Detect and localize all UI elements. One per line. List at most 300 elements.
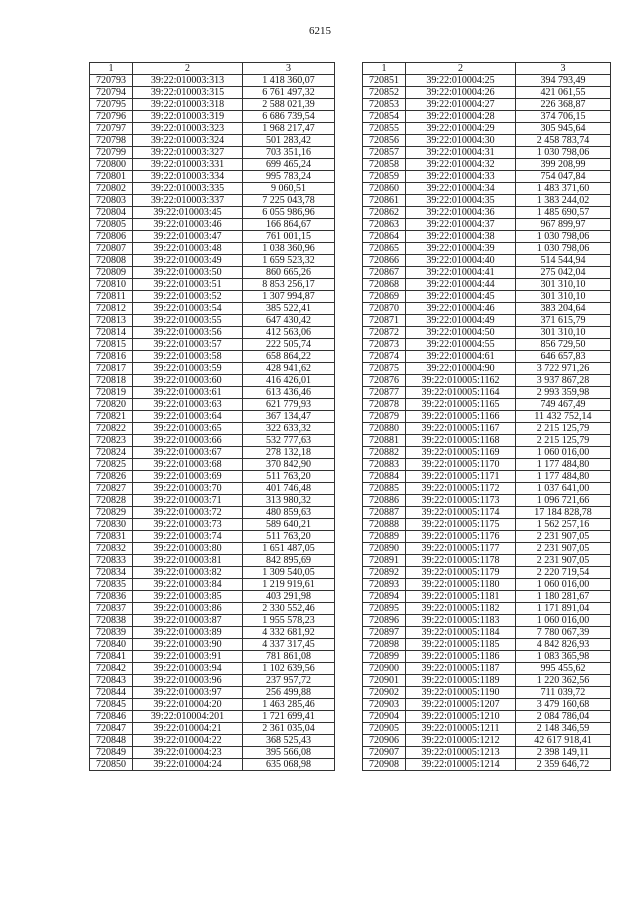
value-cell: 3 937 867,28 xyxy=(516,375,611,387)
value-cell: 8 853 256,17 xyxy=(243,279,335,291)
value-cell: 2 215 125,79 xyxy=(516,423,611,435)
row-number-cell: 720885 xyxy=(363,483,406,495)
row-number-cell: 720799 xyxy=(90,147,133,159)
table-row xyxy=(363,519,611,531)
row-number-cell: 720830 xyxy=(90,519,133,531)
value-cell: 842 895,69 xyxy=(243,555,335,567)
row-number-cell: 720815 xyxy=(90,339,133,351)
value-cell: 480 859,63 xyxy=(243,507,335,519)
value-cell: 367 134,47 xyxy=(243,411,335,423)
row-number-cell: 720901 xyxy=(363,675,406,687)
cadastral-number-cell: 39:22:010003:94 xyxy=(133,663,243,675)
row-number-cell: 720872 xyxy=(363,327,406,339)
cadastral-number-cell: 39:22:010005:1170 xyxy=(406,459,516,471)
table-row xyxy=(90,735,335,747)
table-row xyxy=(363,75,611,87)
cadastral-number-cell: 39:22:010003:52 xyxy=(133,291,243,303)
cadastral-number-cell: 39:22:010005:1213 xyxy=(406,747,516,759)
cadastral-number-cell: 39:22:010005:1184 xyxy=(406,627,516,639)
cadastral-number-cell: 39:22:010005:1211 xyxy=(406,723,516,735)
value-cell: 1 220 362,56 xyxy=(516,675,611,687)
row-number-cell: 720888 xyxy=(363,519,406,531)
cadastral-number-cell: 39:22:010003:50 xyxy=(133,267,243,279)
value-cell: 1 562 257,16 xyxy=(516,519,611,531)
cadastral-number-cell: 39:22:010004:49 xyxy=(406,315,516,327)
cadastral-number-cell: 39:22:010005:1179 xyxy=(406,567,516,579)
row-number-cell: 720864 xyxy=(363,231,406,243)
row-number-cell: 720850 xyxy=(90,759,133,771)
table-row xyxy=(90,339,335,351)
cadastral-number-cell: 39:22:010004:55 xyxy=(406,339,516,351)
table-row xyxy=(90,87,335,99)
header-cell: 3 xyxy=(516,63,611,75)
cadastral-number-cell: 39:22:010005:1164 xyxy=(406,387,516,399)
row-number-cell: 720843 xyxy=(90,675,133,687)
value-cell: 1 651 487,05 xyxy=(243,543,335,555)
table-row xyxy=(90,711,335,723)
row-number-cell: 720811 xyxy=(90,291,133,303)
cadastral-number-cell: 39:22:010003:58 xyxy=(133,351,243,363)
value-cell: 226 368,87 xyxy=(516,99,611,111)
row-number-cell: 720895 xyxy=(363,603,406,615)
value-cell: 395 566,08 xyxy=(243,747,335,759)
value-cell: 1 219 919,61 xyxy=(243,579,335,591)
value-cell: 2 993 359,98 xyxy=(516,387,611,399)
cadastral-number-cell: 39:22:010003:315 xyxy=(133,87,243,99)
cadastral-number-cell: 39:22:010005:1207 xyxy=(406,699,516,711)
value-cell: 6 686 739,54 xyxy=(243,111,335,123)
table-row xyxy=(363,675,611,687)
value-cell: 7 780 067,39 xyxy=(516,627,611,639)
value-cell: 1 030 798,06 xyxy=(516,231,611,243)
cadastral-number-cell: 39:22:010003:90 xyxy=(133,639,243,651)
value-cell: 1 171 891,04 xyxy=(516,603,611,615)
row-number-cell: 720818 xyxy=(90,375,133,387)
value-cell: 301 310,10 xyxy=(516,279,611,291)
cadastral-number-cell: 39:22:010003:54 xyxy=(133,303,243,315)
table-row xyxy=(90,375,335,387)
table-row xyxy=(363,759,611,771)
cadastral-number-cell: 39:22:010003:91 xyxy=(133,651,243,663)
row-number-cell: 720831 xyxy=(90,531,133,543)
row-number-cell: 720886 xyxy=(363,495,406,507)
cadastral-number-cell: 39:22:010003:81 xyxy=(133,555,243,567)
value-cell: 754 047,84 xyxy=(516,171,611,183)
cadastral-number-cell: 39:22:010003:80 xyxy=(133,543,243,555)
value-cell: 383 204,64 xyxy=(516,303,611,315)
cadastral-number-cell: 39:22:010003:73 xyxy=(133,519,243,531)
value-cell: 711 039,72 xyxy=(516,687,611,699)
table-row xyxy=(90,363,335,375)
header-cell: 2 xyxy=(406,63,516,75)
table-row xyxy=(363,747,611,759)
table-row xyxy=(363,303,611,315)
table-header-row xyxy=(90,63,335,75)
row-number-cell: 720822 xyxy=(90,423,133,435)
cadastral-number-cell: 39:22:010004:31 xyxy=(406,147,516,159)
table-row xyxy=(90,291,335,303)
row-number-cell: 720838 xyxy=(90,615,133,627)
value-cell: 374 706,15 xyxy=(516,111,611,123)
table-row xyxy=(363,615,611,627)
value-cell: 313 980,32 xyxy=(243,495,335,507)
cadastral-number-cell: 39:22:010005:1162 xyxy=(406,375,516,387)
cadastral-number-cell: 39:22:010004:50 xyxy=(406,327,516,339)
row-number-cell: 720842 xyxy=(90,663,133,675)
cadastral-number-cell: 39:22:010005:1174 xyxy=(406,507,516,519)
cadastral-number-cell: 39:22:010005:1186 xyxy=(406,651,516,663)
value-cell: 781 861,08 xyxy=(243,651,335,663)
cadastral-number-cell: 39:22:010004:24 xyxy=(133,759,243,771)
cadastral-number-cell: 39:22:010005:1212 xyxy=(406,735,516,747)
table-row xyxy=(90,111,335,123)
table-row xyxy=(363,507,611,519)
cadastral-number-cell: 39:22:010004:41 xyxy=(406,267,516,279)
table-row xyxy=(363,123,611,135)
cadastral-number-cell: 39:22:010004:28 xyxy=(406,111,516,123)
cadastral-number-cell: 39:22:010003:67 xyxy=(133,447,243,459)
table-row xyxy=(363,447,611,459)
cadastral-number-cell: 39:22:010005:1187 xyxy=(406,663,516,675)
value-cell: 1 309 540,05 xyxy=(243,567,335,579)
row-number-cell: 720907 xyxy=(363,747,406,759)
cadastral-number-cell: 39:22:010004:32 xyxy=(406,159,516,171)
cadastral-number-cell: 39:22:010003:86 xyxy=(133,603,243,615)
table-row xyxy=(90,123,335,135)
cadastral-number-cell: 39:22:010004:25 xyxy=(406,75,516,87)
table-row xyxy=(363,411,611,423)
cadastral-number-cell: 39:22:010005:1169 xyxy=(406,447,516,459)
table-row xyxy=(90,231,335,243)
value-cell: 532 777,63 xyxy=(243,435,335,447)
row-number-cell: 720841 xyxy=(90,651,133,663)
cadastral-number-cell: 39:22:010004:27 xyxy=(406,99,516,111)
table-row xyxy=(363,183,611,195)
cadastral-number-cell: 39:22:010004:29 xyxy=(406,123,516,135)
cadastral-number-cell: 39:22:010003:97 xyxy=(133,687,243,699)
cadastral-number-cell: 39:22:010003:46 xyxy=(133,219,243,231)
row-number-cell: 720827 xyxy=(90,483,133,495)
table-row xyxy=(90,579,335,591)
table-row xyxy=(363,135,611,147)
cadastral-number-cell: 39:22:010003:71 xyxy=(133,495,243,507)
row-number-cell: 720899 xyxy=(363,651,406,663)
table-row xyxy=(90,315,335,327)
row-number-cell: 720821 xyxy=(90,411,133,423)
row-number-cell: 720800 xyxy=(90,159,133,171)
row-number-cell: 720798 xyxy=(90,135,133,147)
cadastral-number-cell: 39:22:010005:1171 xyxy=(406,471,516,483)
value-cell: 370 842,90 xyxy=(243,459,335,471)
row-number-cell: 720807 xyxy=(90,243,133,255)
row-number-cell: 720866 xyxy=(363,255,406,267)
row-number-cell: 720862 xyxy=(363,207,406,219)
table-row xyxy=(90,267,335,279)
table-row xyxy=(90,207,335,219)
table-row xyxy=(363,591,611,603)
table-row xyxy=(363,423,611,435)
cadastral-number-cell: 39:22:010004:40 xyxy=(406,255,516,267)
value-cell: 749 467,49 xyxy=(516,399,611,411)
cadastral-number-cell: 39:22:010003:324 xyxy=(133,135,243,147)
cadastral-number-cell: 39:22:010004:201 xyxy=(133,711,243,723)
cadastral-number-cell: 39:22:010003:82 xyxy=(133,567,243,579)
row-number-cell: 720835 xyxy=(90,579,133,591)
row-number-cell: 720795 xyxy=(90,99,133,111)
value-cell: 2 215 125,79 xyxy=(516,435,611,447)
value-cell: 1 177 484,80 xyxy=(516,471,611,483)
table-row xyxy=(90,327,335,339)
table-row xyxy=(90,171,335,183)
table-row xyxy=(90,387,335,399)
row-number-cell: 720806 xyxy=(90,231,133,243)
row-number-cell: 720824 xyxy=(90,447,133,459)
cadastral-number-cell: 39:22:010003:48 xyxy=(133,243,243,255)
cadastral-number-cell: 39:22:010003:323 xyxy=(133,123,243,135)
value-cell: 7 225 043,78 xyxy=(243,195,335,207)
cadastral-number-cell: 39:22:010003:65 xyxy=(133,423,243,435)
value-cell: 403 291,98 xyxy=(243,591,335,603)
row-number-cell: 720870 xyxy=(363,303,406,315)
table-row xyxy=(90,615,335,627)
value-cell: 2 231 907,05 xyxy=(516,555,611,567)
left-table xyxy=(89,62,335,771)
cadastral-number-cell: 39:22:010004:44 xyxy=(406,279,516,291)
row-number-cell: 720814 xyxy=(90,327,133,339)
table-header-row xyxy=(363,63,611,75)
value-cell: 1 038 360,96 xyxy=(243,243,335,255)
row-number-cell: 720893 xyxy=(363,579,406,591)
row-number-cell: 720851 xyxy=(363,75,406,87)
row-number-cell: 720849 xyxy=(90,747,133,759)
cadastral-number-cell: 39:22:010003:47 xyxy=(133,231,243,243)
table-row xyxy=(90,723,335,735)
value-cell: 305 945,64 xyxy=(516,123,611,135)
table-row xyxy=(90,399,335,411)
cadastral-number-cell: 39:22:010003:85 xyxy=(133,591,243,603)
cadastral-number-cell: 39:22:010003:335 xyxy=(133,183,243,195)
value-cell: 394 793,49 xyxy=(516,75,611,87)
value-cell: 995 783,24 xyxy=(243,171,335,183)
value-cell: 2 330 552,46 xyxy=(243,603,335,615)
table-row xyxy=(363,567,611,579)
cadastral-number-cell: 39:22:010004:21 xyxy=(133,723,243,735)
header-cell: 1 xyxy=(90,63,133,75)
cadastral-number-cell: 39:22:010005:1190 xyxy=(406,687,516,699)
value-cell: 2 398 149,11 xyxy=(516,747,611,759)
cadastral-number-cell: 39:22:010005:1180 xyxy=(406,579,516,591)
value-cell: 703 351,16 xyxy=(243,147,335,159)
table-row xyxy=(90,675,335,687)
table-row xyxy=(363,543,611,555)
row-number-cell: 720879 xyxy=(363,411,406,423)
table-row xyxy=(90,663,335,675)
row-number-cell: 720855 xyxy=(363,123,406,135)
value-cell: 385 522,41 xyxy=(243,303,335,315)
table-row xyxy=(363,111,611,123)
value-cell: 2 361 035,04 xyxy=(243,723,335,735)
cadastral-number-cell: 39:22:010004:38 xyxy=(406,231,516,243)
row-number-cell: 720905 xyxy=(363,723,406,735)
cadastral-number-cell: 39:22:010003:63 xyxy=(133,399,243,411)
table-row xyxy=(363,195,611,207)
value-cell: 1 659 523,32 xyxy=(243,255,335,267)
table-row xyxy=(90,471,335,483)
cadastral-number-cell: 39:22:010003:318 xyxy=(133,99,243,111)
value-cell: 511 763,20 xyxy=(243,471,335,483)
table-row xyxy=(90,411,335,423)
table-row xyxy=(90,435,335,447)
cadastral-number-cell: 39:22:010005:1189 xyxy=(406,675,516,687)
row-number-cell: 720887 xyxy=(363,507,406,519)
row-number-cell: 720848 xyxy=(90,735,133,747)
table-row xyxy=(90,135,335,147)
value-cell: 589 640,21 xyxy=(243,519,335,531)
value-cell: 613 436,46 xyxy=(243,387,335,399)
table-row xyxy=(363,339,611,351)
row-number-cell: 720900 xyxy=(363,663,406,675)
row-number-cell: 720813 xyxy=(90,315,133,327)
table-row xyxy=(363,735,611,747)
value-cell: 860 665,26 xyxy=(243,267,335,279)
value-cell: 511 763,20 xyxy=(243,531,335,543)
table-row xyxy=(363,687,611,699)
value-cell: 2 359 646,72 xyxy=(516,759,611,771)
table-row xyxy=(363,495,611,507)
value-cell: 1 060 016,00 xyxy=(516,447,611,459)
cadastral-number-cell: 39:22:010004:34 xyxy=(406,183,516,195)
value-cell: 1 083 365,98 xyxy=(516,651,611,663)
row-number-cell: 720896 xyxy=(363,615,406,627)
table-row xyxy=(363,579,611,591)
row-number-cell: 720878 xyxy=(363,399,406,411)
cadastral-number-cell: 39:22:010004:61 xyxy=(406,351,516,363)
value-cell: 1 030 798,06 xyxy=(516,147,611,159)
row-number-cell: 720875 xyxy=(363,363,406,375)
value-cell: 2 220 719,54 xyxy=(516,567,611,579)
table-row xyxy=(363,315,611,327)
row-number-cell: 720852 xyxy=(363,87,406,99)
value-cell: 222 505,74 xyxy=(243,339,335,351)
table-row xyxy=(363,603,611,615)
cadastral-number-cell: 39:22:010005:1178 xyxy=(406,555,516,567)
cadastral-number-cell: 39:22:010003:313 xyxy=(133,75,243,87)
value-cell: 635 068,98 xyxy=(243,759,335,771)
row-number-cell: 720805 xyxy=(90,219,133,231)
row-number-cell: 720834 xyxy=(90,567,133,579)
table-row xyxy=(363,255,611,267)
cadastral-number-cell: 39:22:010003:331 xyxy=(133,159,243,171)
value-cell: 278 132,18 xyxy=(243,447,335,459)
cadastral-number-cell: 39:22:010004:37 xyxy=(406,219,516,231)
value-cell: 501 283,42 xyxy=(243,135,335,147)
row-number-cell: 720883 xyxy=(363,459,406,471)
cadastral-number-cell: 39:22:010004:45 xyxy=(406,291,516,303)
row-number-cell: 720873 xyxy=(363,339,406,351)
cadastral-number-cell: 39:22:010005:1175 xyxy=(406,519,516,531)
row-number-cell: 720810 xyxy=(90,279,133,291)
table-row xyxy=(90,447,335,459)
value-cell: 2 148 346,59 xyxy=(516,723,611,735)
table-row xyxy=(363,87,611,99)
cadastral-number-cell: 39:22:010003:72 xyxy=(133,507,243,519)
row-number-cell: 720908 xyxy=(363,759,406,771)
row-number-cell: 720891 xyxy=(363,555,406,567)
table-row xyxy=(90,483,335,495)
row-number-cell: 720884 xyxy=(363,471,406,483)
value-cell: 6 055 986,96 xyxy=(243,207,335,219)
table-row xyxy=(90,159,335,171)
cadastral-number-cell: 39:22:010004:35 xyxy=(406,195,516,207)
row-number-cell: 720804 xyxy=(90,207,133,219)
value-cell: 699 465,24 xyxy=(243,159,335,171)
table-row xyxy=(363,291,611,303)
table-row xyxy=(363,99,611,111)
row-number-cell: 720867 xyxy=(363,267,406,279)
cadastral-number-cell: 39:22:010004:30 xyxy=(406,135,516,147)
table-row xyxy=(90,543,335,555)
table-row xyxy=(90,243,335,255)
table-row xyxy=(363,207,611,219)
value-cell: 401 746,48 xyxy=(243,483,335,495)
value-cell: 1 096 721,66 xyxy=(516,495,611,507)
row-number-cell: 720847 xyxy=(90,723,133,735)
table-row xyxy=(363,351,611,363)
table-row xyxy=(90,279,335,291)
row-number-cell: 720802 xyxy=(90,183,133,195)
table-row xyxy=(90,195,335,207)
row-number-cell: 720857 xyxy=(363,147,406,159)
cadastral-number-cell: 39:22:010005:1181 xyxy=(406,591,516,603)
value-cell: 9 060,51 xyxy=(243,183,335,195)
value-cell: 761 001,15 xyxy=(243,231,335,243)
row-number-cell: 720820 xyxy=(90,399,133,411)
value-cell: 6 761 497,32 xyxy=(243,87,335,99)
table-row xyxy=(363,723,611,735)
cadastral-number-cell: 39:22:010004:36 xyxy=(406,207,516,219)
row-number-cell: 720863 xyxy=(363,219,406,231)
cadastral-number-cell: 39:22:010004:33 xyxy=(406,171,516,183)
row-number-cell: 720902 xyxy=(363,687,406,699)
table-row xyxy=(363,639,611,651)
table-row xyxy=(363,471,611,483)
cadastral-number-cell: 39:22:010003:87 xyxy=(133,615,243,627)
value-cell: 17 184 828,78 xyxy=(516,507,611,519)
table-row xyxy=(363,699,611,711)
cadastral-number-cell: 39:22:010003:60 xyxy=(133,375,243,387)
value-cell: 399 208,99 xyxy=(516,159,611,171)
value-cell: 3 479 160,68 xyxy=(516,699,611,711)
value-cell: 371 615,79 xyxy=(516,315,611,327)
cadastral-number-cell: 39:22:010005:1210 xyxy=(406,711,516,723)
value-cell: 301 310,10 xyxy=(516,327,611,339)
table-row xyxy=(363,327,611,339)
cadastral-number-cell: 39:22:010003:61 xyxy=(133,387,243,399)
row-number-cell: 720882 xyxy=(363,447,406,459)
table-row xyxy=(363,171,611,183)
value-cell: 322 633,32 xyxy=(243,423,335,435)
row-number-cell: 720823 xyxy=(90,435,133,447)
table-row xyxy=(90,627,335,639)
table-row xyxy=(363,399,611,411)
row-number-cell: 720860 xyxy=(363,183,406,195)
table-row xyxy=(90,603,335,615)
cadastral-number-cell: 39:22:010005:1173 xyxy=(406,495,516,507)
table-row xyxy=(90,759,335,771)
cadastral-number-cell: 39:22:010003:45 xyxy=(133,207,243,219)
row-number-cell: 720898 xyxy=(363,639,406,651)
row-number-cell: 720836 xyxy=(90,591,133,603)
